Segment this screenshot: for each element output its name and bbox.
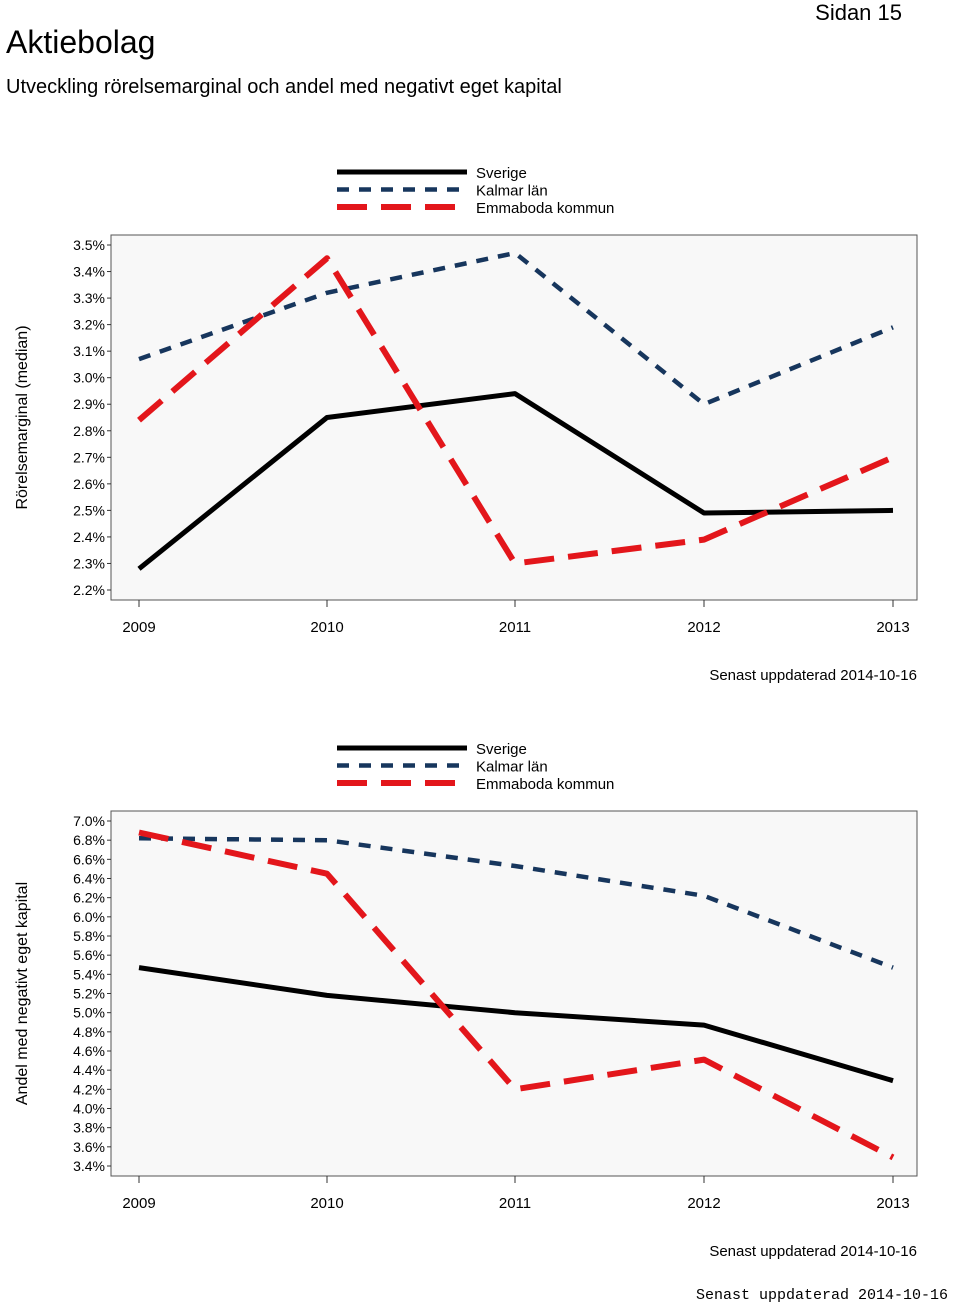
y-tick-label-10: 3.2% xyxy=(73,316,105,333)
y-tick-label-5: 2.7% xyxy=(73,449,105,466)
y-tick-label-2: 3.8% xyxy=(73,1119,105,1136)
updated-note-0: Senast uppdaterad 2014-10-16 xyxy=(709,667,917,684)
y-tick-label-11: 3.3% xyxy=(73,290,105,307)
chart-0-svg xyxy=(0,158,960,690)
y-tick-label-3: 4.0% xyxy=(73,1100,105,1117)
plot-area-0 xyxy=(111,235,917,600)
y-tick-label-0: 3.4% xyxy=(73,1158,105,1174)
page-title: Aktiebolag xyxy=(6,24,156,60)
y-tick-label-2: 2.4% xyxy=(73,528,105,545)
y-tick-label-16: 6.6% xyxy=(73,851,105,868)
chart-1-svg xyxy=(0,734,960,1266)
x-tick-label-0: 2009 xyxy=(122,619,156,636)
x-tick-label-4: 2013 xyxy=(876,1195,910,1212)
y-tick-label-6: 2.8% xyxy=(73,422,105,439)
y-tick-label-8: 5.0% xyxy=(73,1004,105,1021)
y-tick-label-0: 2.2% xyxy=(73,582,105,598)
footer-updated: Senast uppdaterad 2014-10-16 xyxy=(695,1287,948,1304)
y-tick-label-7: 2.9% xyxy=(73,396,105,413)
x-tick-label-3: 2012 xyxy=(687,1195,721,1212)
y-tick-label-14: 6.2% xyxy=(73,889,105,906)
legend-1 xyxy=(337,741,614,793)
y-tick-label-13: 6.0% xyxy=(73,908,105,925)
y-tick-label-3: 2.5% xyxy=(73,502,105,519)
x-tick-label-0: 2009 xyxy=(122,1195,156,1212)
page-subtitle: Utveckling rörelsemarginal och andel med negativt eget kapital xyxy=(6,76,562,98)
legend-label-1: Kalmar län xyxy=(476,758,548,776)
y-tick-label-11: 5.6% xyxy=(73,947,105,964)
chart-rorelsemarginal xyxy=(0,158,960,690)
y-tick-label-12: 5.8% xyxy=(73,928,105,944)
y-tick-label-13: 3.5% xyxy=(73,237,105,253)
y-tick-label-4: 4.2% xyxy=(73,1081,105,1098)
y-tick-label-12: 3.4% xyxy=(73,263,105,280)
y-axis-label-1: Andel med negativt eget kapital xyxy=(14,881,31,1106)
chart-negativt-eget-kapital xyxy=(0,734,960,1266)
legend-label-2: Emmaboda kommun xyxy=(476,776,615,793)
y-axis-label-0: Rörelsemarginal (median) xyxy=(14,325,31,510)
updated-note-1: Senast uppdaterad 2014-10-16 xyxy=(709,1243,917,1260)
legend-label-0: Sverige xyxy=(476,741,527,758)
legend-label-2: Emmaboda kommun xyxy=(476,200,615,217)
legend-0 xyxy=(337,165,614,217)
y-tick-label-4: 2.6% xyxy=(73,475,105,492)
x-tick-label-2: 2011 xyxy=(498,1195,532,1212)
y-tick-label-1: 3.6% xyxy=(73,1138,105,1155)
y-tick-label-9: 3.1% xyxy=(73,343,105,360)
y-tick-label-8: 3.0% xyxy=(73,369,105,386)
y-tick-label-7: 4.8% xyxy=(73,1023,105,1040)
y-tick-label-18: 7.0% xyxy=(73,813,105,829)
page-number: Sidan 15 xyxy=(815,0,902,25)
y-tick-label-10: 5.4% xyxy=(73,966,105,983)
x-tick-label-1: 2010 xyxy=(310,1195,344,1212)
x-tick-label-2: 2011 xyxy=(498,619,532,636)
y-tick-label-5: 4.4% xyxy=(73,1062,105,1079)
y-tick-label-17: 6.8% xyxy=(73,832,105,849)
x-tick-label-3: 2012 xyxy=(687,619,721,636)
x-tick-label-1: 2010 xyxy=(310,619,344,636)
y-tick-label-1: 2.3% xyxy=(73,555,105,572)
y-tick-label-6: 4.6% xyxy=(73,1043,105,1059)
y-tick-label-9: 5.2% xyxy=(73,985,105,1002)
legend-label-0: Sverige xyxy=(476,165,527,182)
y-tick-label-15: 6.4% xyxy=(73,870,105,887)
legend-label-1: Kalmar län xyxy=(476,182,548,200)
x-tick-label-4: 2013 xyxy=(876,619,910,636)
